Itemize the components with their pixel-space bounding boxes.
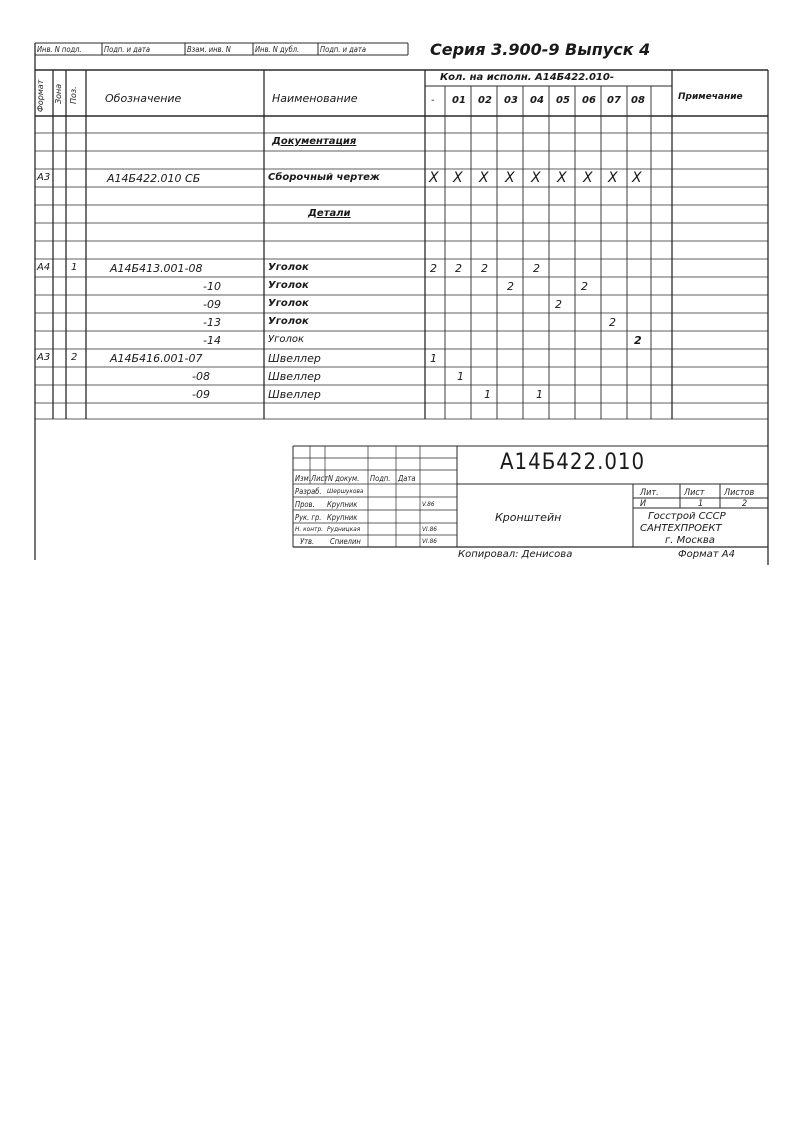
staff-name: Рудницкая <box>327 525 361 533</box>
staff-role: Разраб. <box>295 487 322 496</box>
cell-qty: 2 <box>609 316 616 329</box>
col-note-header: Примечание <box>678 92 743 102</box>
rev-col-data: Дата <box>398 474 416 483</box>
cell-format: А3 <box>37 172 51 183</box>
table-row <box>0 349 800 367</box>
cell-qty: 2 <box>581 280 588 293</box>
table-row <box>0 385 800 403</box>
cell-qty: X <box>632 170 642 186</box>
cell-qty: 2 <box>533 262 540 275</box>
variant-01: 01 <box>452 95 466 106</box>
variant-06: 06 <box>582 95 596 106</box>
stamp-podp-data-2: Подп. и дата <box>320 45 366 54</box>
variant-02: 02 <box>478 95 492 106</box>
variant-05: 05 <box>556 95 570 106</box>
sheet-value: 1 <box>698 499 704 509</box>
staff-role: Пров. <box>295 500 315 509</box>
cell-name: Уголок <box>268 280 309 291</box>
cell-qty: 1 <box>430 352 437 365</box>
staff-role: Утв. <box>300 537 315 546</box>
cell-designation: -09 <box>192 388 210 401</box>
variant-header-row <box>425 88 672 116</box>
table-row <box>0 277 800 295</box>
cell-name: Уголок <box>268 334 305 345</box>
cell-qty: X <box>505 170 515 186</box>
series-title: Серия 3.900-9 Выпуск 4 <box>430 40 651 59</box>
section-title: Детали <box>308 208 351 219</box>
sheet-label: Лист <box>684 488 705 498</box>
col-format-header: Формат <box>36 79 45 112</box>
staff-role: Н. контр. <box>295 525 324 533</box>
stamp-inv-podl: Инв. N подл. <box>37 45 82 54</box>
cell-qty: 1 <box>484 388 491 401</box>
cell-name: Швеллер <box>268 370 321 383</box>
table-row <box>0 133 800 151</box>
table-row <box>0 331 800 349</box>
cell-name: Швеллер <box>268 388 321 401</box>
staff-name: Крупник <box>327 513 358 522</box>
cell-qty: 2 <box>455 262 462 275</box>
cell-pos: 1 <box>71 262 78 273</box>
cell-qty: 2 <box>481 262 488 275</box>
staff-date: V.86 <box>422 500 435 508</box>
cell-qty: X <box>479 170 489 186</box>
table-row <box>0 313 800 331</box>
sheets-label: Листов <box>724 488 755 498</box>
cell-qty: X <box>608 170 618 186</box>
cell-designation: А14Б413.001-08 <box>110 262 203 275</box>
rev-col-izm: Изм. <box>295 474 311 483</box>
cell-qty: X <box>557 170 567 186</box>
col-designation-header: Обозначение <box>105 92 182 105</box>
org-line-3: г. Москва <box>665 535 715 546</box>
cell-name: Уголок <box>268 262 309 273</box>
table-row <box>0 205 800 223</box>
cell-designation: -08 <box>192 370 210 383</box>
cell-format: А3 <box>37 352 51 363</box>
cell-designation: -09 <box>203 298 221 311</box>
table-row <box>0 295 800 313</box>
title-block-designation: А14Б422.010 <box>500 450 646 475</box>
variant-08: 08 <box>631 95 645 106</box>
cell-qty: X <box>429 170 439 186</box>
cell-qty: 2 <box>430 262 437 275</box>
rev-col-list: Лист <box>311 474 329 483</box>
cell-format: А4 <box>37 262 51 273</box>
cell-name: Уголок <box>268 316 309 327</box>
stamp-inv-dubl: Инв. N дубл. <box>255 45 300 54</box>
cell-designation: А14Б422.010 СБ <box>107 172 201 185</box>
staff-name: Спиелин <box>330 537 361 546</box>
cell-qty: X <box>531 170 541 186</box>
stamp-podp-data: Подп. и дата <box>104 45 150 54</box>
section-title: Документация <box>272 136 357 147</box>
stamp-vzam-inv: Взам. инв. N <box>187 45 231 54</box>
cell-designation: А14Б416.001-07 <box>110 352 203 365</box>
variant-base: - <box>431 95 435 106</box>
variant-03: 03 <box>504 95 518 106</box>
staff-date: VI.86 <box>422 537 438 545</box>
variant-07: 07 <box>607 95 621 106</box>
lit-label: Лит. <box>640 488 659 498</box>
paper-format: Формат А4 <box>678 549 735 560</box>
sheets-value: 2 <box>742 499 748 509</box>
cell-name: Сборочный чертеж <box>268 172 380 183</box>
lit-value: И <box>640 499 647 509</box>
col-pos-header: Поз. <box>69 86 78 104</box>
cell-qty: X <box>583 170 593 186</box>
cell-qty: 2 <box>634 334 642 347</box>
col-qty-header: Кол. на исполн. А14Б422.010- <box>440 72 614 83</box>
cell-qty: 1 <box>536 388 543 401</box>
rev-col-podp: Подп. <box>370 474 391 483</box>
cell-qty: 1 <box>457 370 464 383</box>
cell-name: Швеллер <box>268 352 321 365</box>
rev-col-ndok: N докум. <box>328 474 360 483</box>
table-row <box>0 169 800 187</box>
cell-designation: -14 <box>203 334 221 347</box>
org-line-2: САНТЕХПРОЕКТ <box>640 523 722 534</box>
staff-role: Рук. гр. <box>295 513 322 522</box>
cell-qty: 2 <box>507 280 514 293</box>
cell-designation: -13 <box>203 316 221 329</box>
staff-name: Шершукова <box>327 487 364 495</box>
variant-04: 04 <box>530 95 544 106</box>
title-block-title: Кронштейн <box>495 511 562 524</box>
cell-pos: 2 <box>71 352 78 363</box>
cell-qty: X <box>453 170 463 186</box>
col-zone-header: Зона <box>54 83 63 104</box>
cell-qty: 2 <box>555 298 562 311</box>
table-row <box>0 367 800 385</box>
cell-name: Уголок <box>268 298 309 309</box>
cell-designation: -10 <box>203 280 221 293</box>
staff-name: Крупник <box>327 500 358 509</box>
staff-date: VI.86 <box>422 525 438 533</box>
col-name-header: Наименование <box>272 92 358 105</box>
copied-by: Копировал: Денисова <box>458 549 573 560</box>
org-line-1: Госстрой СССР <box>648 511 726 522</box>
table-row <box>0 259 800 277</box>
